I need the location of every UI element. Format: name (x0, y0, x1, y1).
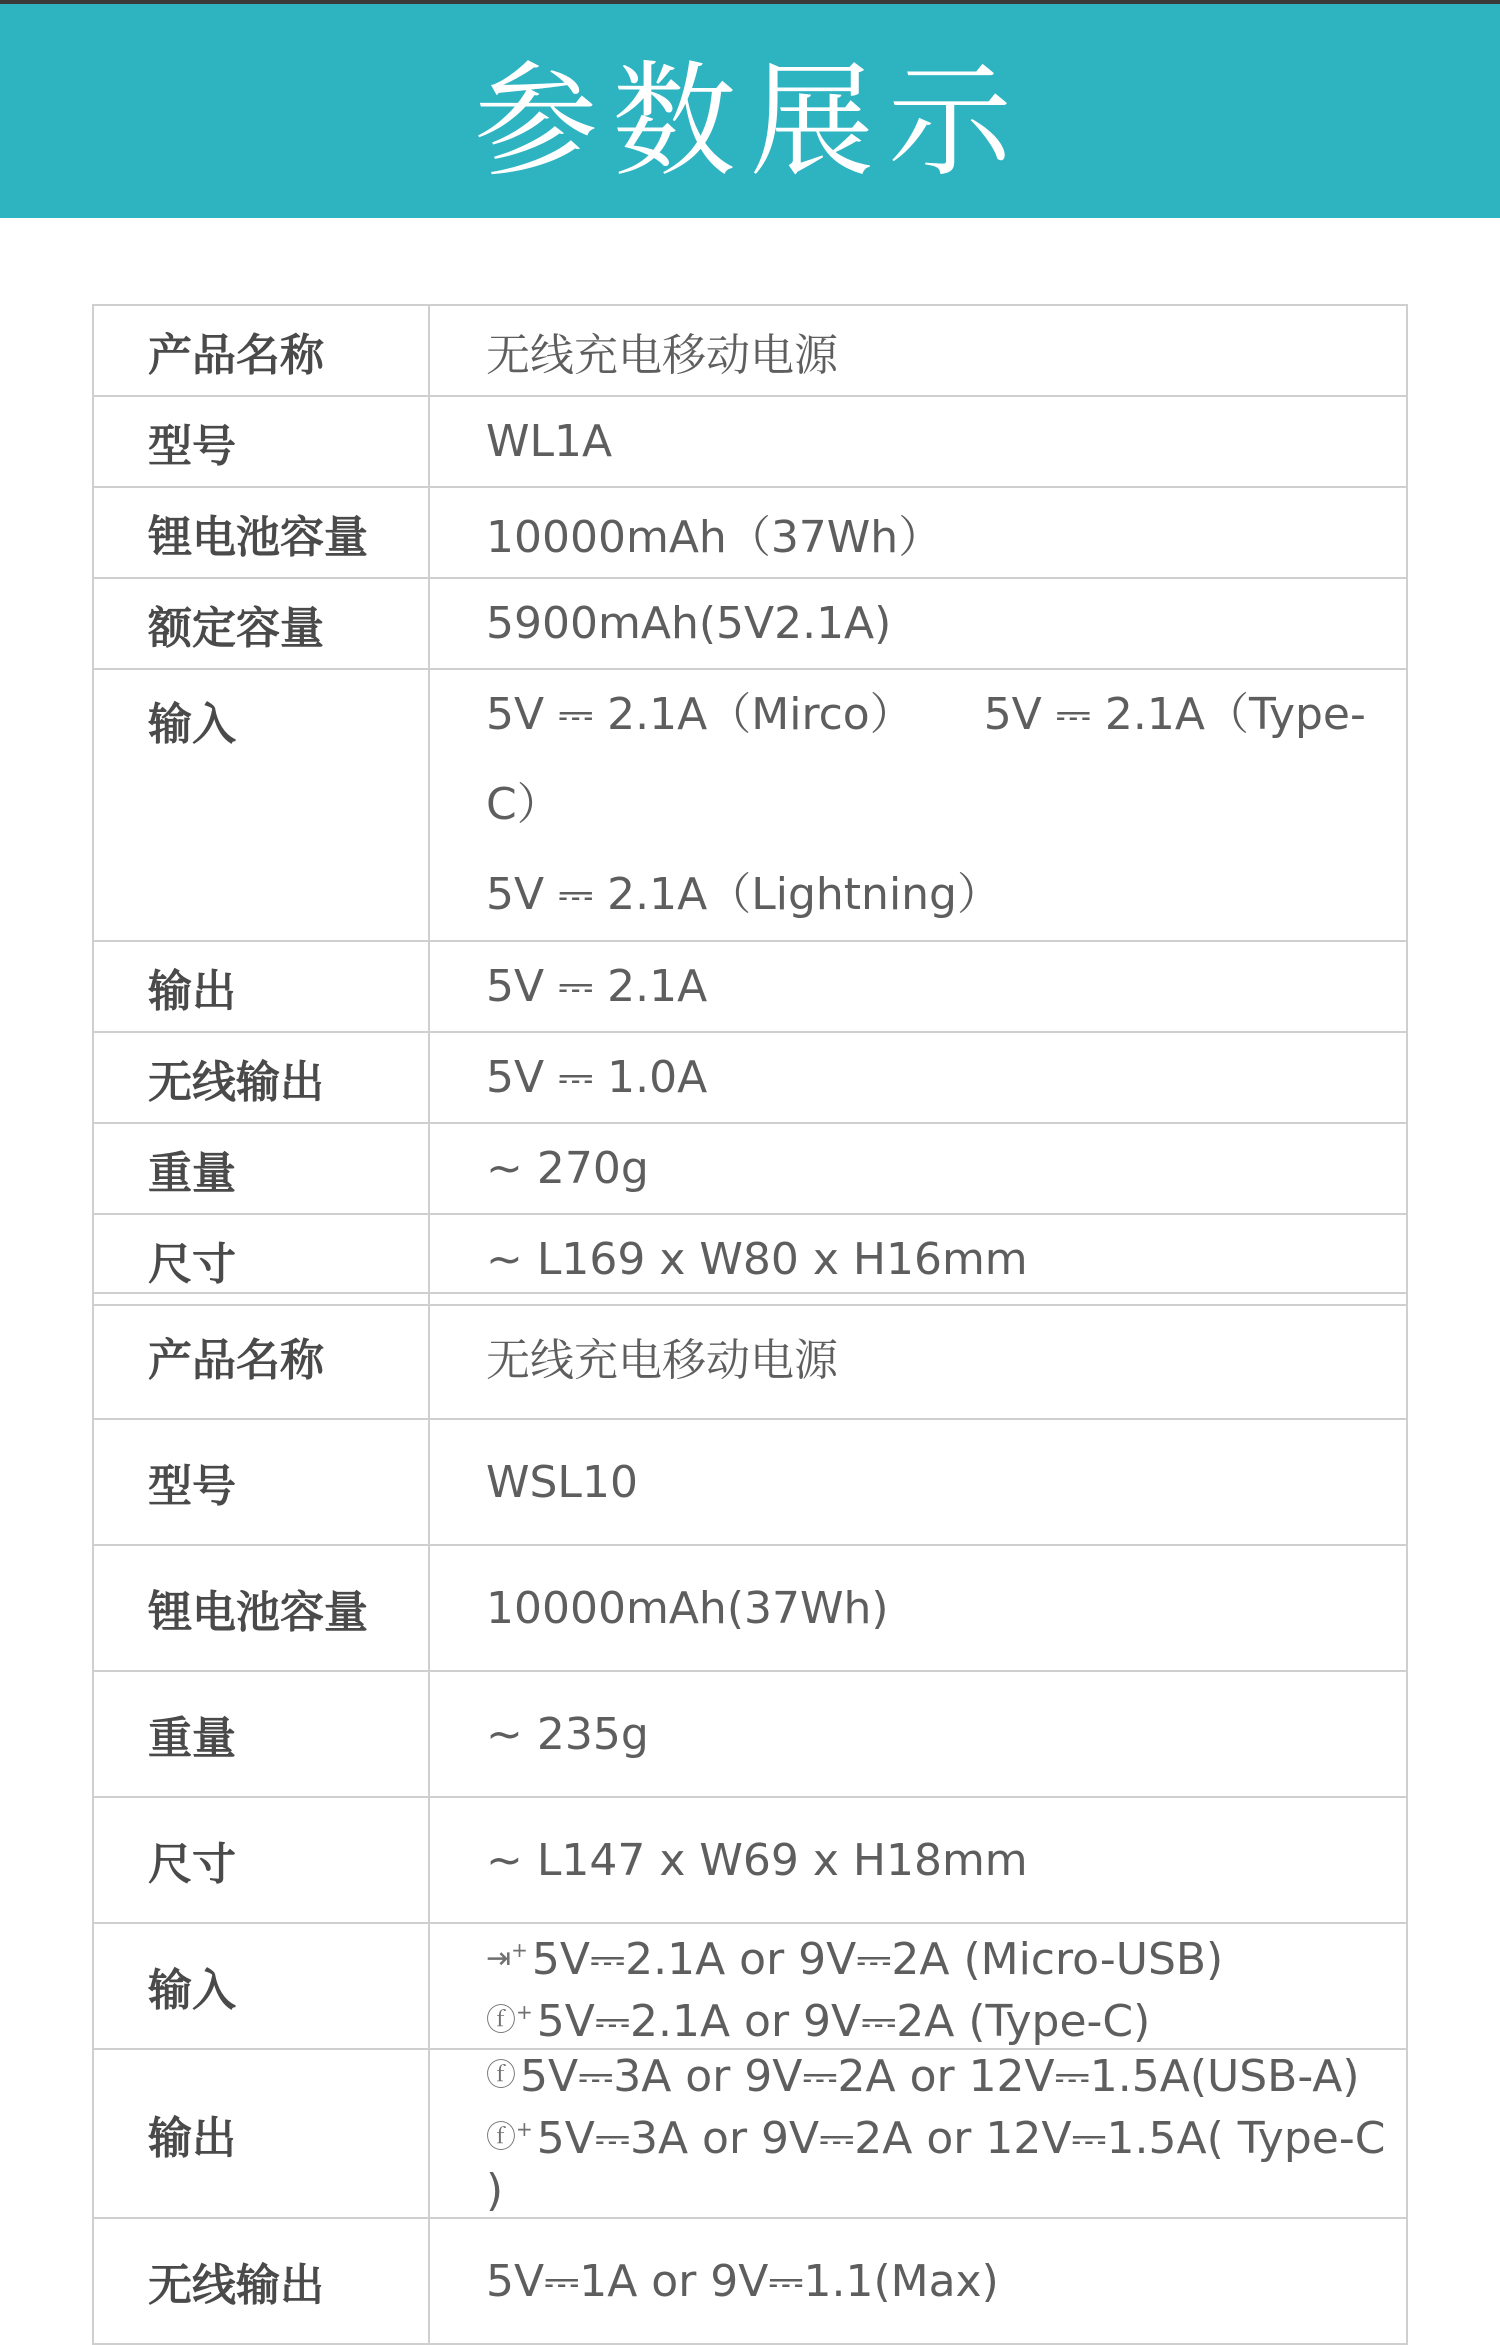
row-key: 重量 (93, 1671, 429, 1797)
table-row (93, 941, 1407, 1032)
row-key: 尺寸 (93, 1797, 429, 1923)
row-value: WSL10 (429, 1419, 1407, 1545)
row-value: 5900mAh(5V2.1A) (429, 578, 1407, 669)
row-value (429, 669, 1407, 941)
table-row (93, 2218, 1407, 2344)
table-row (93, 1032, 1407, 1123)
fast-charge-icon: ⓕ (486, 2058, 516, 2093)
row-key: 额定容量 (93, 578, 429, 669)
row-value (429, 2049, 1407, 2218)
table-row (93, 669, 1407, 941)
table-row (93, 487, 1407, 578)
input-type-c: 5V ⎓ 2.1A（Type-C） (486, 689, 1366, 830)
row-key: 重量 (93, 1123, 429, 1214)
table-row (93, 1419, 1407, 1545)
title-banner (0, 4, 1500, 218)
fast-charge-icon: ⓕ+ (486, 2000, 533, 2038)
row-key: 锂电池容量 (93, 1545, 429, 1671)
row-value: 10000mAh(37Wh) (429, 1545, 1407, 1671)
table-row (93, 578, 1407, 669)
row-value: ~ L169 x W80 x H16mm (429, 1214, 1407, 1305)
table-row (93, 1797, 1407, 1923)
table-row (93, 1293, 1407, 1419)
row-value: 5V⎓1A or 9V⎓1.1(Max) (429, 2218, 1407, 2344)
row-key: 输出 (93, 941, 429, 1032)
row-key: 产品名称 (93, 1293, 429, 1419)
fast-charge-icon: ⓕ+ (486, 2117, 533, 2155)
value-line (486, 2103, 1406, 2217)
row-key: 型号 (93, 396, 429, 487)
table-row (93, 396, 1407, 487)
table-row (93, 1923, 1407, 2049)
row-value: 10000mAh（37Wh） (429, 487, 1407, 578)
spec-table-wsl10 (92, 1292, 1408, 2345)
value-line (486, 670, 1406, 850)
row-value: 无线充电移动电源 (429, 305, 1407, 396)
row-key: 锂电池容量 (93, 487, 429, 578)
row-key: 输出 (93, 2049, 429, 2218)
table-row (93, 2049, 1407, 2218)
row-key: 产品名称 (93, 305, 429, 396)
row-value: 无线充电移动电源 (429, 1293, 1407, 1419)
row-value: ~ 235g (429, 1671, 1407, 1797)
row-key: 输入 (93, 669, 429, 941)
row-key: 无线输出 (93, 1032, 429, 1123)
value-line (486, 1986, 1406, 2048)
table-row (93, 1671, 1407, 1797)
input-type-c: 5V⎓2.1A or 9V⎓2A (Type-C) (536, 1996, 1151, 2047)
row-value: WL1A (429, 396, 1407, 487)
table-row (93, 305, 1407, 396)
output-usb-a: 5V⎓3A or 9V⎓2A or 12V⎓1.5A(USB-A) (520, 2051, 1360, 2102)
spec-table-wl1a (92, 304, 1408, 1306)
table-row (93, 1545, 1407, 1671)
row-value (429, 1923, 1407, 2049)
input-lightning: 5V ⎓ 2.1A（Lightning） (486, 869, 1001, 920)
micro-usb-icon: ⇥+ (486, 1938, 528, 1976)
output-type-c: 5V⎓3A or 9V⎓2A or 12V⎓1.5A( Type-C ) (486, 2113, 1386, 2216)
page-title: 参数展示 (473, 50, 1026, 194)
row-key: 尺寸 (93, 1214, 429, 1305)
value-line (486, 1924, 1406, 1986)
row-value: ~ L147 x W69 x H18mm (429, 1797, 1407, 1923)
row-key: 无线输出 (93, 2218, 429, 2344)
row-value: 5V ⎓ 2.1A (429, 941, 1407, 1032)
value-line (486, 2050, 1406, 2103)
row-key: 型号 (93, 1419, 429, 1545)
row-value: 5V ⎓ 1.0A (429, 1032, 1407, 1123)
row-value: ~ 270g (429, 1123, 1407, 1214)
table-row (93, 1123, 1407, 1214)
input-micro: 5V ⎓ 2.1A（Mirco） (486, 689, 914, 740)
input-micro-usb: 5V⎓2.1A or 9V⎓2A (Micro-USB) (531, 1934, 1224, 1985)
row-key: 输入 (93, 1923, 429, 2049)
